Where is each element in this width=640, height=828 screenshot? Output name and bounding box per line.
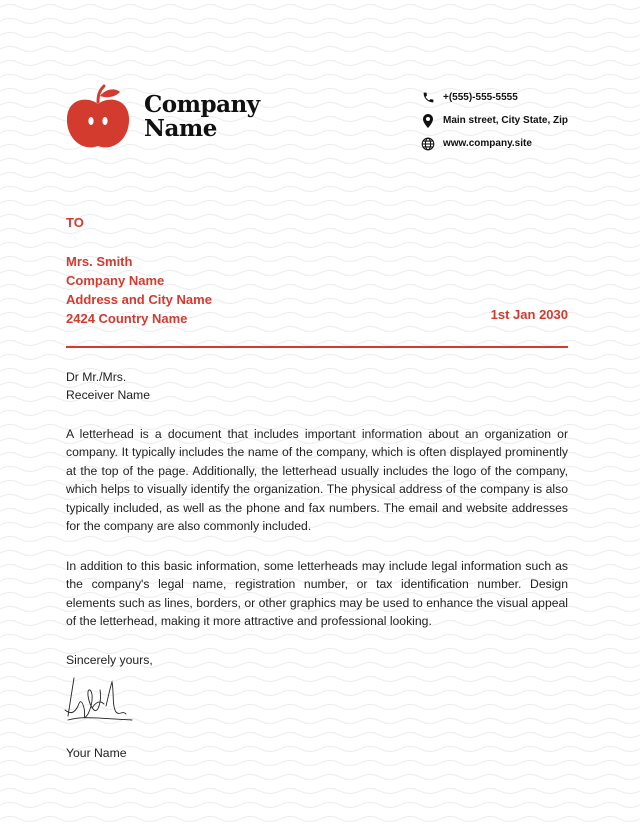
company-name-line1: Company — [144, 91, 260, 118]
address-text: Main street, City State, Zip — [443, 115, 569, 126]
contact-phone — [421, 86, 621, 109]
salutation-line1: Dr Mr./Mrs. — [66, 370, 127, 384]
contact-block — [421, 86, 621, 155]
divider-line — [66, 346, 568, 348]
globe-icon — [421, 137, 435, 151]
apple-logo-icon — [64, 84, 132, 154]
website-link[interactable]: www.company.site — [443, 138, 532, 149]
recipient-address: Address and City Name — [66, 292, 212, 307]
letter-date: 1st Jan 2030 — [490, 307, 568, 322]
closing: Sincerely yours, — [66, 653, 153, 667]
paragraph-1: A letterhead is a document that includes important information about an organization or company. It typically includes the name of the company, which is often displayed prominently at the top of the page. Additionally, the letterhead usually includes the logo of the company, which helps to visually identify the organization. The physical address of the company is also typically included, as well as the phone and fax numbers. The email and website addresses for the company are also commonly included. — [66, 427, 568, 534]
recipient-company: Company Name — [66, 273, 165, 288]
contact-address — [421, 109, 621, 132]
company-name-line2: Name — [144, 115, 217, 142]
to-label: TO — [66, 215, 84, 230]
salutation — [66, 368, 568, 405]
contact-website — [421, 132, 621, 155]
company-name — [144, 93, 314, 141]
recipient-country: 2424 Country Name — [66, 311, 188, 326]
salutation-line2: Receiver Name — [66, 388, 150, 403]
signer-name: Your Name — [66, 746, 127, 760]
paragraph-2: In addition to this basic information, some letterheads may include legal information such as the company's legal name, registration number, or tax identification number. Design elements such as lines, borders, or other graphics may be used to enhance the visual appeal of the letterhead, making it more attractive and professional looking. — [66, 559, 568, 629]
recipient-block — [66, 252, 212, 328]
phone-text: +(555)-555-5555 — [443, 92, 518, 103]
location-pin-icon — [421, 114, 435, 128]
phone-icon — [421, 91, 435, 105]
recipient-name: Mrs. Smith — [66, 254, 133, 269]
signature — [62, 670, 138, 732]
